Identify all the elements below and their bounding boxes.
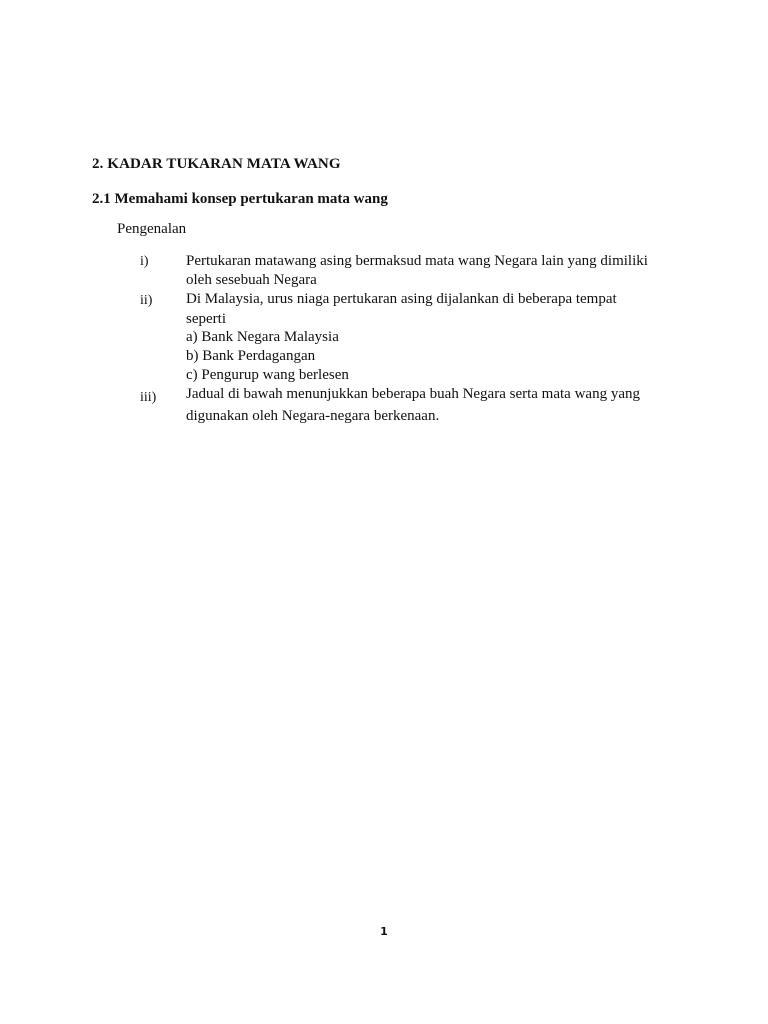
list-item-text: a) Bank Negara Malaysia (186, 329, 339, 345)
list-item-text: Di Malaysia, urus niaga pertukaran asing dijalankan di beberapa tempat (186, 291, 617, 307)
section-heading: 2. KADAR TUKARAN MATA WANG (92, 156, 341, 172)
list-item-text: Pertukaran matawang asing bermaksud mata wang Negara lain yang dimiliki (186, 253, 648, 269)
page-number: 1 (380, 925, 388, 938)
list-item-text: seperti (186, 311, 226, 327)
list-item-text: digunakan oleh Negara-negara berkenaan. (186, 408, 440, 424)
subsection-heading: 2.1 Memahami konsep pertukaran mata wang (92, 191, 388, 207)
list-item-number: iii) (140, 390, 157, 405)
list-item-text: Jadual di bawah menunjukkan beberapa buah Negara serta mata wang yang (186, 386, 640, 402)
list-item-text: b) Bank Perdagangan (186, 348, 316, 364)
list-item-text: oleh sesebuah Negara (186, 272, 317, 288)
list-item-text: c) Pengurup wang berlesen (186, 367, 349, 383)
list-item-number: ii) (140, 293, 153, 308)
list-item-number: i) (140, 254, 149, 269)
intro-label: Pengenalan (117, 221, 187, 237)
